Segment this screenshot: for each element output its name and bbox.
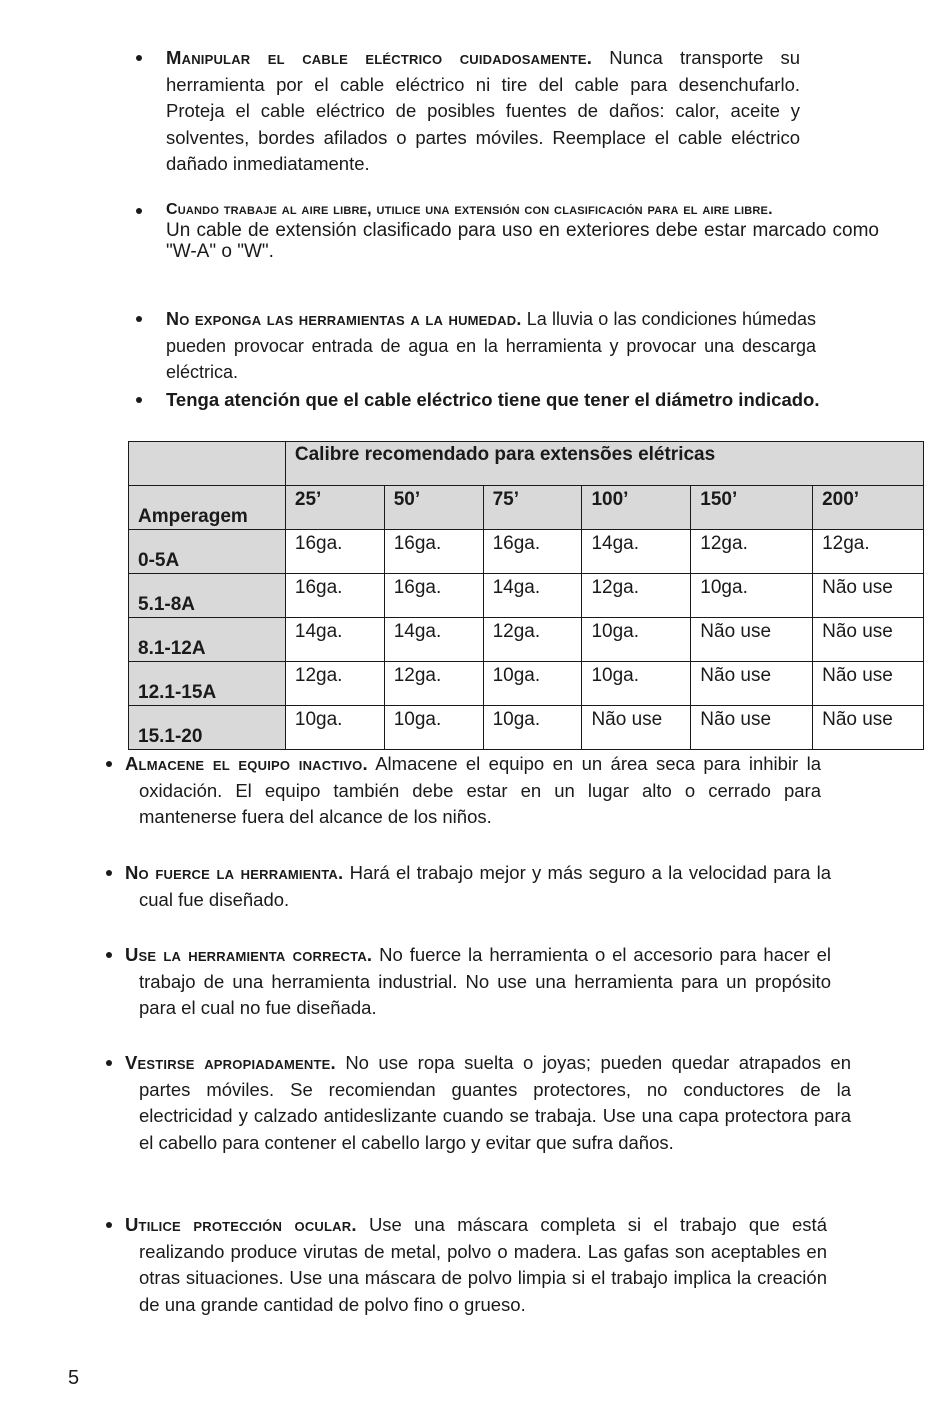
bullet-heading: No exponga las herramientas a la humedad. [166,309,522,329]
bullet-text: Almacene el equipo en un área seca para inhibir la oxidación. El equipo también debe estar en un lugar alto o cerrado para mantenerse fuera del alcance de los niños. [139,753,821,827]
bullet-outdoor-extension [166,200,879,262]
gauge-cell: 12ga. [285,662,384,706]
table-row [129,706,924,750]
bullet-store-equipment [125,751,821,831]
amperage-cell: 15.1-20 [129,706,286,750]
gauge-cell: 10ga. [483,706,582,750]
gauge-cell: 12ga. [384,662,483,706]
gauge-cell: Não use [813,618,924,662]
gauge-cell: 10ga. [384,706,483,750]
gauge-cell: 14ga. [582,530,691,574]
bullet-dot [136,55,142,61]
bullet-text: Hará el trabajo mejor y más seguro a la velocidad para la cual fue diseñado. [139,862,831,910]
bullet-heading: Vestirse apropiadamente. [125,1052,336,1073]
table-row [129,662,924,706]
bullet-text: La lluvia o las condiciones húmedas pueden provocar entrada de agua en la herramienta y provocar una descarga eléctrica. [166,309,816,382]
bullet-text: Un cable de extensión clasificado para uso en exteriores debe estar marcado como "W-A" o "W". [166,220,879,262]
gauge-cell: 14ga. [384,618,483,662]
bullet-dot [106,1222,112,1228]
amperage-cell: 8.1-12A [129,618,286,662]
bullet-dot [136,208,142,214]
bullet-text: Nunca transporte su herramienta por el cable eléctrico ni tire del cable para desenchufarlo. Proteja el cable eléctrico de posibles fuentes de daños: calor, aceite y solventes, bordes afilados o partes móviles. Reemplace el cable eléctrico dañado inmediatamente. [166,47,801,174]
bullet-handle-cable [166,45,800,178]
gauge-cell: Não use [582,706,691,750]
gauge-cell: 10ga. [691,574,813,618]
gauge-cell: 14ga. [483,574,582,618]
gauge-cell: 16ga. [285,530,384,574]
bullet-heading: No fuerce la herramienta. [125,862,344,883]
extension-gauge-table [128,441,924,750]
length-header: 200’ [813,486,924,530]
bullet-eye-protection [125,1212,827,1318]
gauge-cell: 16ga. [483,530,582,574]
bullet-heading: Tenga atención que el cable eléctrico tiene que tener el diámetro indicado. [166,389,820,410]
bullet-heading: Cuando trabaje al aire libre, utilice una extensión con clasificación para el aire libre. [166,201,773,218]
amperage-cell: 5.1-8A [129,574,286,618]
gauge-cell: 10ga. [582,618,691,662]
gauge-cell: 14ga. [285,618,384,662]
gauge-cell: 12ga. [813,530,924,574]
gauge-cell: 12ga. [582,574,691,618]
bullet-dont-force-tool [125,860,831,913]
bullet-heading: Use la herramienta correcta. [125,944,373,965]
gauge-cell: Não use [813,662,924,706]
table-row [129,530,924,574]
page-number: 5 [68,1367,80,1389]
bullet-dot [136,397,142,403]
bullet-heading: Manipular el cable eléctrico cuidadosamente. [166,47,593,68]
amperage-header: Amperagem [129,486,286,530]
bullet-heading: Almacene el equipo inactivo. [125,753,368,774]
table-row [129,574,924,618]
gauge-cell: Não use [813,706,924,750]
bullet-dot [136,316,142,322]
gauge-cell: Não use [813,574,924,618]
gauge-cell: 16ga. [384,574,483,618]
gauge-cell: 10ga. [285,706,384,750]
gauge-cell: Não use [691,706,813,750]
gauge-cell: 12ga. [691,530,813,574]
table-row [129,618,924,662]
gauge-cell: 16ga. [384,530,483,574]
gauge-cell: 10ga. [483,662,582,706]
bullet-dress-properly [125,1050,851,1156]
bullet-correct-tool [125,942,832,1022]
gauge-cell: Não use [691,618,813,662]
length-header: 50’ [384,486,483,530]
bullet-heading: Utilice protección ocular. [125,1214,357,1235]
bullet-cable-diameter [166,387,866,414]
gauge-cell: 16ga. [285,574,384,618]
table-title: Calibre recomendado para extensões elétricas [285,442,923,486]
bullet-text: Use una máscara completa si el trabajo que está realizando produce virutas de metal, polvo o madera. Las gafas son aceptables en otras situaciones. Use una máscara de polvo limpia si el trabajo implica la creación de una grande cantidad de polvo fino o grueso. [139,1214,827,1315]
gauge-cell: Não use [691,662,813,706]
bullet-text: No use ropa suelta o joyas; pueden quedar atrapados en partes móviles. Se recomiendan guantes protectores, no conductores de la electricidad y calzado antideslizante cuando se trabaja. Use una capa protectora para el cabello para contener el cabello largo y evitar que sufra daños. [139,1052,851,1153]
gauge-cell: 12ga. [483,618,582,662]
length-header: 75’ [483,486,582,530]
bullet-dot [106,761,112,767]
amperage-cell: 12.1-15A [129,662,286,706]
bullet-dot [106,870,112,876]
length-header: 25’ [285,486,384,530]
bullet-dot [106,952,112,958]
amperage-cell: 0-5A [129,530,286,574]
bullet-text: No fuerce la herramienta o el accesorio para hacer el trabajo de una herramienta industrial. No use una herramienta para un propósito para el cual no fue diseñada. [139,944,832,1018]
bullet-humidity [166,306,816,386]
gauge-cell: 10ga. [582,662,691,706]
table-corner-cell [129,442,286,486]
bullet-dot [106,1060,112,1066]
length-header: 150’ [691,486,813,530]
length-header: 100’ [582,486,691,530]
